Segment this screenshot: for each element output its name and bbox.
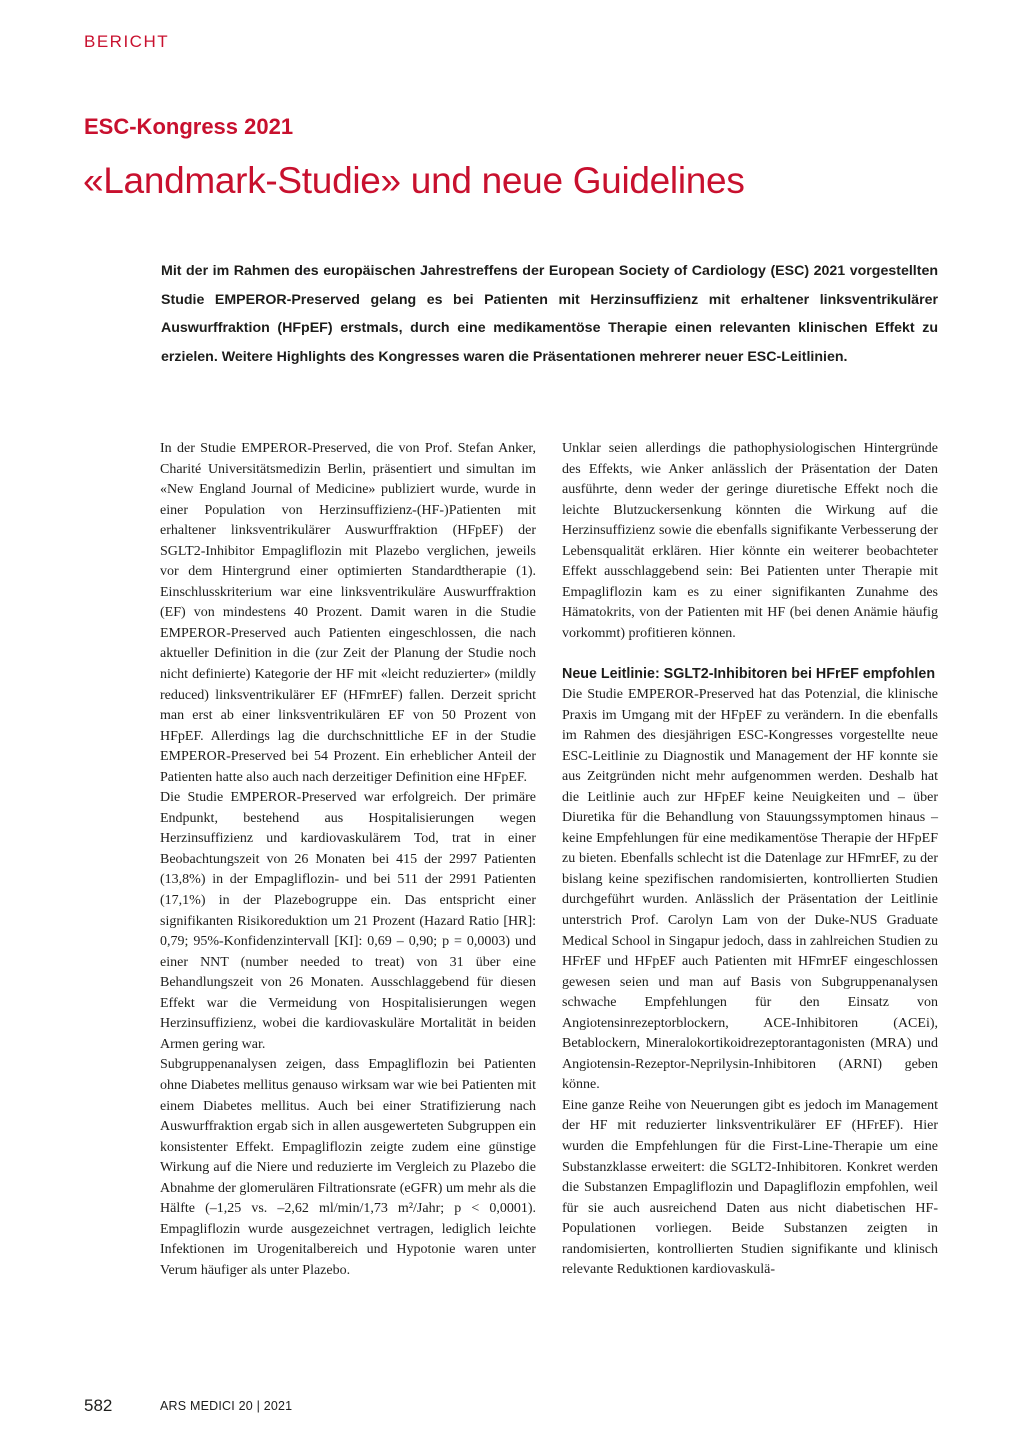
body-paragraph: In der Studie EMPEROR-Preserved, die von Prof. Stefan Anker, Charité Universitätsmedizin Berlin, präsentiert und simultan im «New England Journal of Medicine» publiziert wurde, wurde in einer Population von Herzinsuffizienz-(HF-)Patienten mit erhaltener linksventrikulärer Auswurffraktion (HFpEF) der SGLT2-Inhibitor Empagliflozin mit Plazebo verglichen, jeweils vor dem Hintergrund einer optimierten Standardtherapie (1). Einschlusskriterium war eine linksventrikuläre Auswurffraktion (EF) von mindestens 40 Prozent. Damit waren in die Studie EMPEROR-Preserved auch Patienten eingeschlossen, die nach aktueller Definition in die (zur Zeit der Planung der Studie noch nicht definierte) Kategorie der HF mit «leicht reduzierter» (mildly reduced) linksventrikulärer EF (HFmrEF) fallen. Derzeit spricht man erst ab einer linksventrikulären EF von 50 Prozent von HFpEF. Allerdings lag die durchschnittliche EF in der Studie EMPEROR-Preserved bei 54 Prozent. Ein erheblicher Anteil der Patienten hatte also auch nach derzeitiger Definition eine HFpEF.: [160, 441, 536, 785]
journal-info: ARS MEDICI 20 | 2021: [160, 1399, 293, 1413]
body-paragraph: Die Studie EMPEROR-Preserved war erfolgreich. Der primäre Endpunkt, bestehend aus Hospitalisierungen wegen Herzinsuffizienz und kardiovaskulärem Tod, trat in einer Beobachtungszeit von 26 Monaten bei 415 der 2997 Patienten (13,8%) in der Empagliflozin- und bei 511 der 2991 Patienten (17,1%) in der Plazebogruppe ein. Das entspricht einer signifikanten Risikoreduktion um 21 Prozent (Hazard Ratio [HR]: 0,79; 95%-Konfidenzintervall [KI]: 0,69 – 0,90; p = 0,0003) und einer NNT (number needed to treat) von 31 über eine Behandlungszeit von 26 Monaten. Ausschlaggebend für diesen Effekt war die Vermeidung von Hospitalisierungen wegen Herzinsuffizienz, wobei die kardiovaskuläre Mortalität in beiden Armen gering war.: [160, 790, 536, 1052]
body-paragraph: Die Studie EMPEROR-Preserved hat das Potenzial, die klinische Praxis im Umgang mit der HFpEF zu verändern. In die ebenfalls im Rahmen des diesjährigen ESC-Kongresses vorgestellte neue ESC-Leitlinie zu Diagnostik und Management der HF konnte sie aus Zeitgründen nicht mehr aufgenommen werden. Deshalb hat die Leitlinie auch zur HFpEF keine Neuigkeiten und – über Diuretika für die Behandlung von Stauungssymptomen hinaus – keine Empfehlungen für eine medikamentöse Therapie der HFpEF zu bieten. Ebenfalls schlecht ist die Datenlage zur HFmrEF, zu der bislang keine spezifischen randomisierten, kontrollierten Studien durchgeführt wurden. Anlässlich der Präsentation der Leitlinie unterstrich Prof. Carolyn Lam von der Duke-NUS Graduate Medical School in Singapur jedoch, dass in zahlreichen Studien zu HFrEF und HFpEF auch Patienten mit HFmrEF eingeschlossen gewesen seien und man auf Basis von Subgruppenanalysen schwache Empfehlungen für den Einsatz von Angiotensinrezeptorblockern, ACE-Inhibitoren (ACEi), Betablockern, Mineralokortikoidrezeptorantagonisten (MRA) und Angiotensin-Rezeptor-Neprilysin-Inhibitoren (ARNI) geben könne.: [562, 686, 938, 1093]
section-label: BERICHT: [84, 32, 170, 51]
section-subheading: Neue Leitlinie: SGLT2-Inhibitoren bei HFrEF empfohlen: [562, 666, 936, 683]
body-paragraph: Unklar seien allerdings die pathophysiologischen Hintergründe des Effekts, wie Anker anlässlich der Präsentation der Daten ausführte, denn weder der geringe diuretische Effekt noch die leichte Blutzuckersenkung könnten die Wirkung auf die Herzinsuffizienz sowie die ebenfalls signifikante Verbesserung der Lebensqualität erklären. Hier könnte ein weiterer beobachteter Effekt ausschlaggebend sein: Bei Patienten unter Therapie mit Empagliflozin kam es zu einer signifikanten Zunahme des Hämatokrits, von der Patienten mit HF (bei denen Anämie häufig vorkommt) profitieren können.: [562, 441, 938, 641]
article-kicker: ESC-Kongress 2021: [84, 114, 294, 139]
article-lead: Mit der im Rahmen des europäischen Jahrestreffens der European Society of Cardiology (ESC) 2021 vorgestellten Studie EMPEROR-Preserved gelang es bei Patienten mit Herzinsuffizienz mit erhaltener linksventrikulärer Auswurffraktion (HFpEF) erstmals, durch eine medikamentöse Therapie einen relevanten klinischen Effekt zu erzielen. Weitere Highlights des Kongresses waren die Präsentationen mehrerer neuer ESC-Leitlinien.: [161, 263, 938, 365]
right-column: [562, 439, 938, 1281]
left-column: [160, 439, 536, 1281]
body-paragraph: Subgruppenanalysen zeigen, dass Empagliflozin bei Patienten ohne Diabetes mellitus genauso wirksam war wie bei Patienten mit einem Diabetes mellitus. Auch bei einer Stratifizierung nach Auswurffraktion ergab sich in allen ausgewerteten Subgruppen ein konsistenter Effekt. Empagliflozin zeigte zudem eine günstige Wirkung auf die Niere und reduzierte im Vergleich zu Plazebo die Abnahme der glomerulären Filtrationsrate (eGFR) um mehr als die Hälfte (–1,25 vs. –2,62 ml/min/1,73 m²/Jahr; p < 0,0001). Empagliflozin wurde ausgezeichnet vertragen, lediglich leichte Infektionen im Urogenitalbereich und Hypotonie waren unter Verum häufiger als unter Plazebo.: [160, 1057, 536, 1278]
page-number: 582: [84, 1396, 113, 1415]
body-paragraph: Eine ganze Reihe von Neuerungen gibt es jedoch im Management der HF mit reduzierter linksventrikulärer EF (HFrEF). Hier wurden die Empfehlungen für die First-Line-Therapie um eine Substanzklasse erweitert: die SGLT2-Inhibitoren. Konkret werden die Substanzen Empagliflozin und Dapagliflozin empfohlen, weil für sie auch ausreichend Daten aus nicht diabetischen HF-Populationen vorliegen. Beide Substanzen zeigten in randomisierten, kontrollierten Studien signifikante und klinisch relevante Reduktionen kardiovaskulä-: [562, 1097, 938, 1278]
article-title: «Landmark-Studie» und neue Guidelines: [83, 160, 745, 201]
